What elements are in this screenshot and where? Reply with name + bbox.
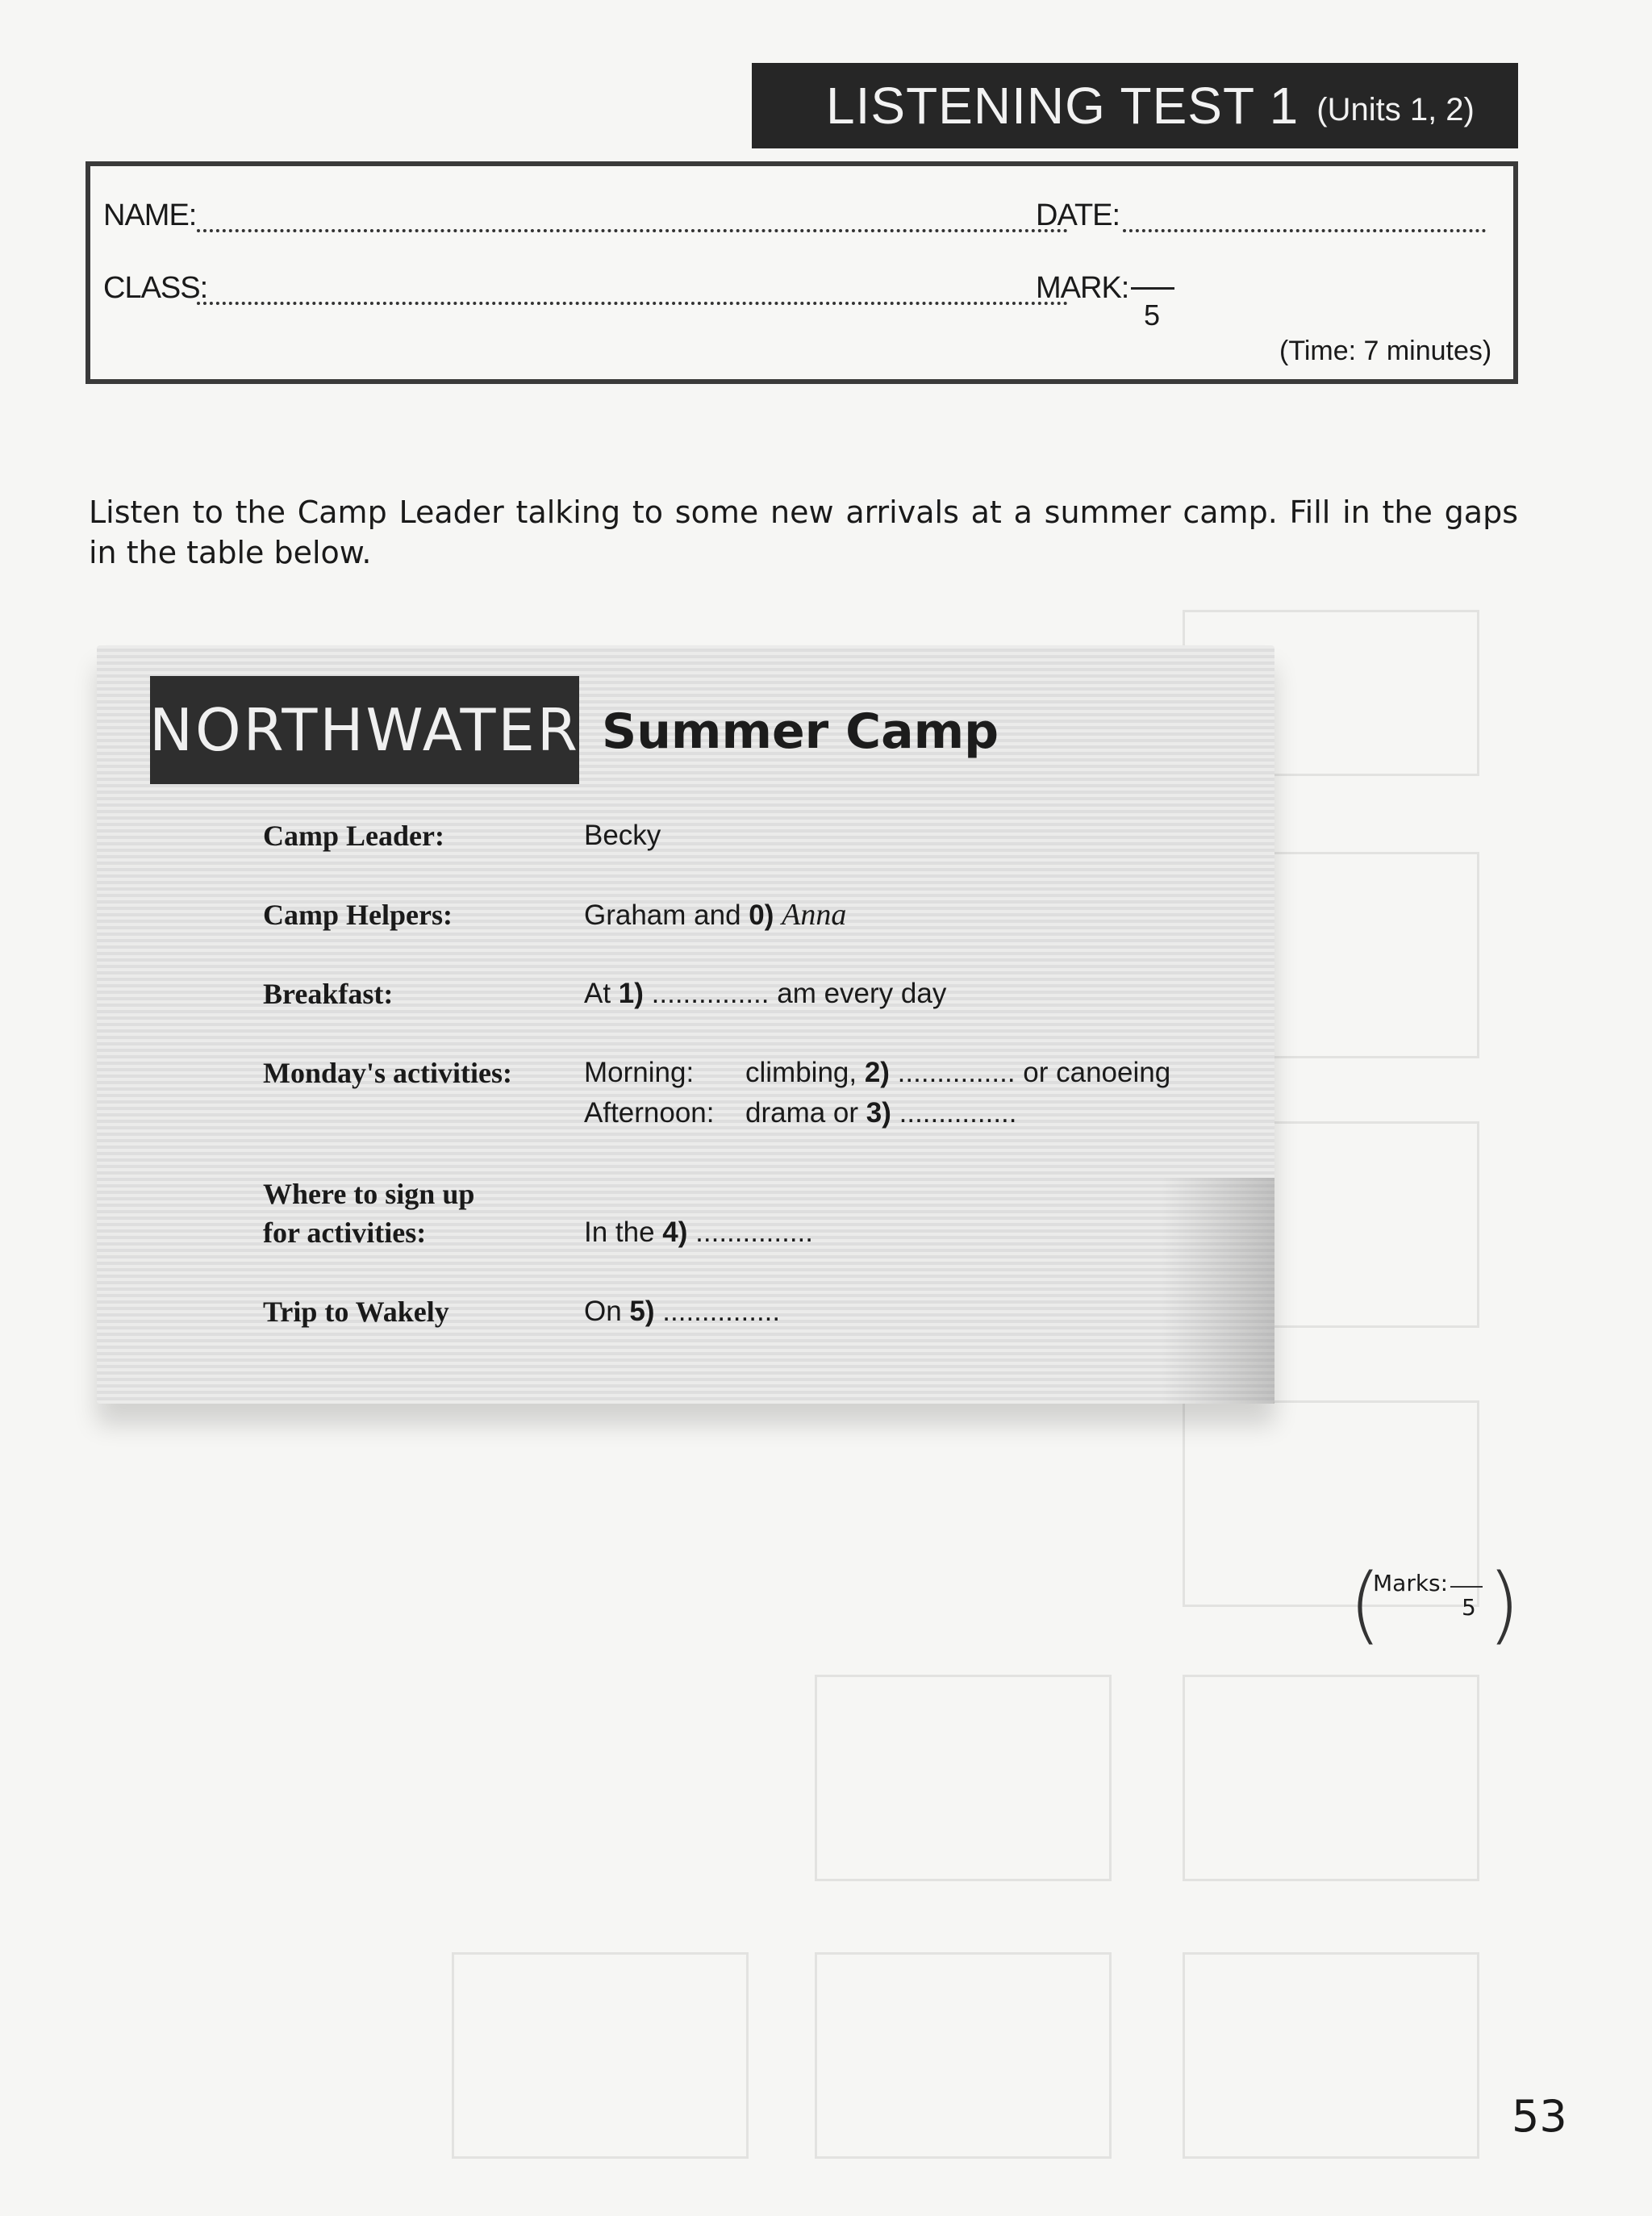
bleed-through-box xyxy=(1183,1675,1479,1881)
bleed-through-box xyxy=(1183,1952,1479,2159)
question-3-gap[interactable]: ............... xyxy=(891,1097,1017,1129)
sign-up-label-line1: Where to sign up xyxy=(263,1178,475,1210)
bleed-through-box xyxy=(452,1952,749,2159)
question-1-gap[interactable]: ............... am every day xyxy=(643,978,947,1009)
bleed-through-box xyxy=(815,1952,1112,2159)
sign-up-value xyxy=(584,1213,813,1252)
trip-prefix: On xyxy=(584,1296,630,1327)
marks-fraction-line xyxy=(1450,1586,1483,1588)
marks-label: Marks: xyxy=(1373,1570,1449,1596)
morning-prefix: climbing, xyxy=(745,1057,865,1088)
question-5-number: 5) xyxy=(629,1296,655,1327)
mark-label: MARK: xyxy=(1036,271,1129,305)
question-2-gap[interactable]: ............... or canoeing xyxy=(889,1057,1171,1088)
question-1-number: 1) xyxy=(618,978,644,1009)
mark-total: 5 xyxy=(1144,298,1161,332)
camp-leader-label: Camp Leader: xyxy=(263,820,444,852)
class-field[interactable] xyxy=(197,302,1068,305)
afternoon-prefix: drama or xyxy=(745,1097,866,1129)
camp-helpers-label: Camp Helpers: xyxy=(263,899,453,931)
trip-label: Trip to Wakely xyxy=(263,1296,449,1328)
question-4-gap[interactable]: ............... xyxy=(687,1217,814,1248)
sign-up-label-line2: for activities: xyxy=(263,1217,427,1249)
camp-helpers-prefix: Graham and xyxy=(584,899,749,931)
time-note: (Time: 7 minutes) xyxy=(1279,336,1492,366)
name-label: NAME: xyxy=(103,198,197,232)
name-field[interactable] xyxy=(197,229,1068,232)
question-2-number: 2) xyxy=(864,1057,890,1088)
class-label: CLASS: xyxy=(103,271,208,305)
afternoon-key: Afternoon: xyxy=(584,1097,715,1129)
date-field[interactable] xyxy=(1123,229,1486,232)
camp-subtitle: Summer Camp xyxy=(602,703,999,760)
camp-brand: NORTHWATER xyxy=(150,676,579,784)
right-paren: ) xyxy=(1487,1555,1521,1654)
page-number: 53 xyxy=(1512,2091,1567,2142)
test-title: LISTENING TEST 1 xyxy=(826,77,1299,135)
monday-afternoon-value xyxy=(584,1094,1017,1133)
sign-up-label xyxy=(263,1175,474,1252)
marks-box xyxy=(1349,1555,1521,1654)
date-label: DATE: xyxy=(1036,198,1120,232)
sign-up-prefix: In the xyxy=(584,1217,663,1248)
left-paren: ( xyxy=(1349,1555,1382,1654)
camp-leader-value: Becky xyxy=(584,820,661,851)
test-units: (Units 1, 2) xyxy=(1316,91,1475,127)
breakfast-value xyxy=(584,974,946,1013)
trip-value xyxy=(584,1292,780,1331)
mark-fraction-line xyxy=(1131,287,1174,290)
monday-activities-label: Monday's activities: xyxy=(263,1057,512,1089)
example-answer: Anna xyxy=(782,898,847,932)
morning-key: Morning: xyxy=(584,1057,695,1088)
test-title-banner xyxy=(752,63,1518,148)
question-5-gap[interactable]: ............... xyxy=(654,1296,781,1327)
example-number: 0) xyxy=(749,899,774,931)
question-4-number: 4) xyxy=(662,1217,688,1248)
breakfast-label: Breakfast: xyxy=(263,978,394,1010)
monday-morning-value xyxy=(584,1054,1170,1092)
marks-total: 5 xyxy=(1462,1594,1476,1621)
student-info-box xyxy=(86,161,1518,384)
breakfast-prefix: At xyxy=(584,978,619,1009)
bleed-through-box xyxy=(815,1675,1112,1881)
question-3-number: 3) xyxy=(866,1097,891,1129)
instructions: Listen to the Camp Leader talking to some new arrivals at a summer camp. Fill in the gaps in the table below. xyxy=(89,495,1518,570)
page-curl-shadow xyxy=(1162,1178,1274,1404)
camp-helpers-value xyxy=(584,895,846,935)
